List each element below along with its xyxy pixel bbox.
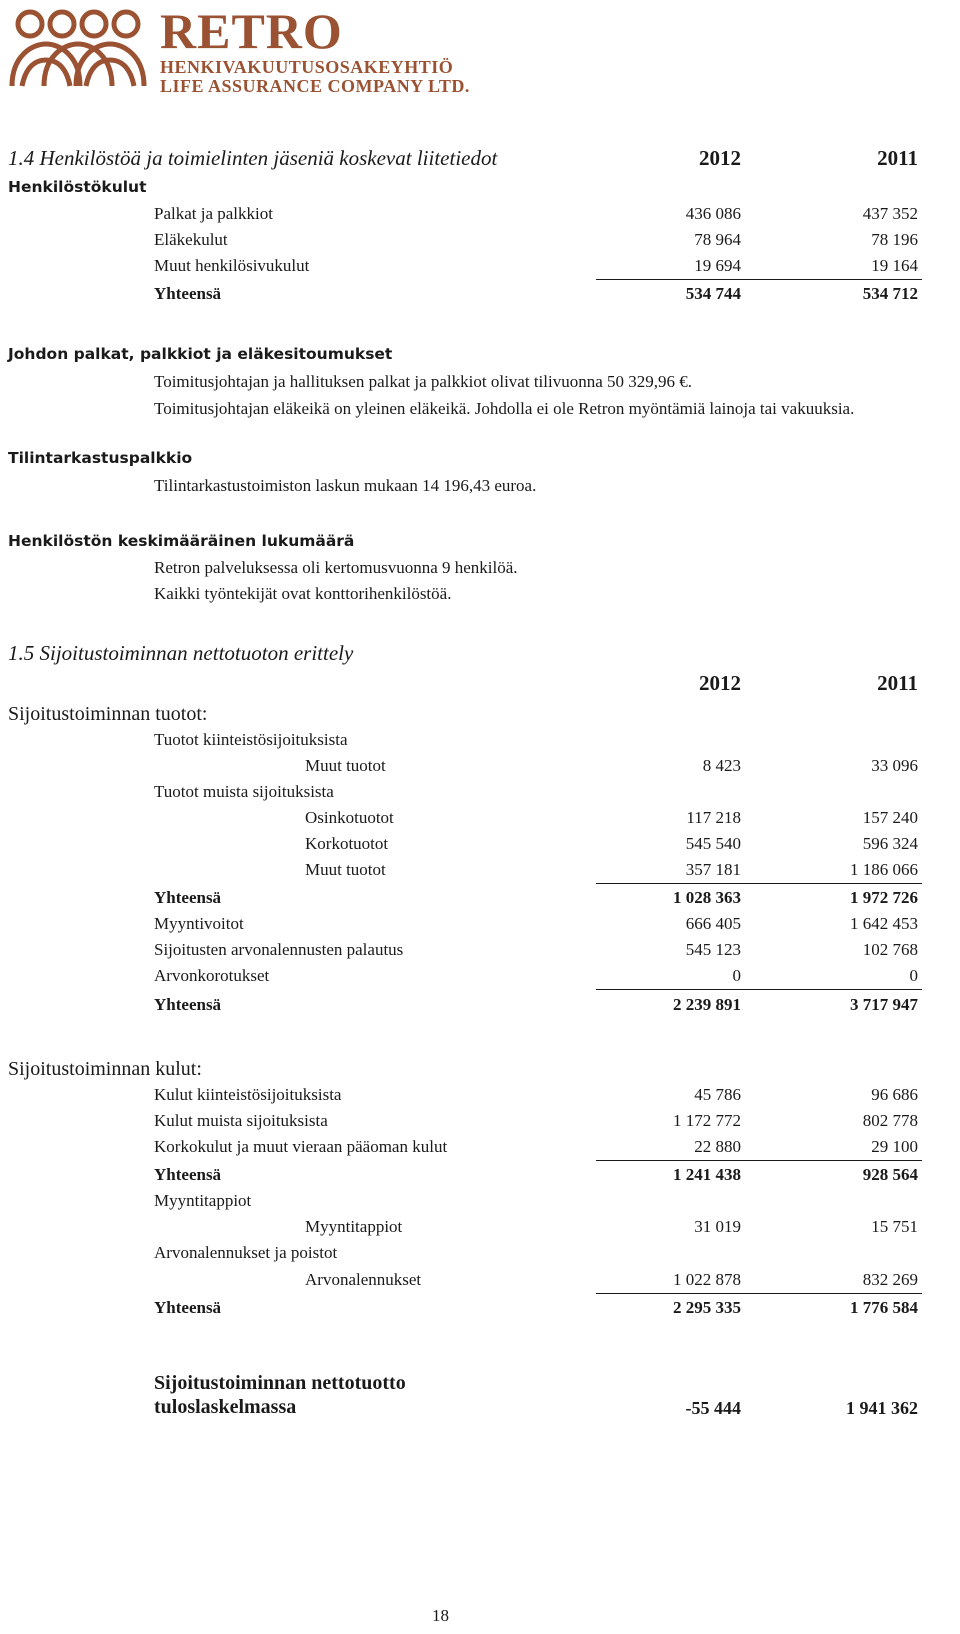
page-number: 18 <box>432 1606 449 1625</box>
table-cell-2011: 29 100 <box>871 1137 918 1156</box>
table-row-label: Arvonalennukset <box>305 1270 422 1289</box>
logo-subtitle-en: LIFE ASSURANCE COMPANY LTD. <box>160 76 470 96</box>
management-text-2: Toimitusjohtajan eläkeikä on yleinen eläkeikä. Johdolla ei ole Retron myöntämiä lainoja tai vakuuksia. <box>154 399 855 418</box>
investment-expenses-heading: Sijoitustoiminnan kulut: <box>8 1058 202 1080</box>
table-row-label: Korkokulut ja muut vieraan pääoman kulut <box>154 1137 448 1156</box>
table-cell-2012: 31 019 <box>694 1217 741 1236</box>
table-cell-2012: 666 405 <box>685 914 741 933</box>
table-cell-2011: 157 240 <box>862 808 918 827</box>
subtotal-2012: 1 028 363 <box>673 888 741 907</box>
table-row-label: Osinkotuotot <box>305 808 394 827</box>
subheading: Arvonalennukset ja poistot <box>154 1243 338 1262</box>
net-income-label-1: Sijoitustoiminnan nettotuotto <box>154 1372 406 1394</box>
subheading: Tuotot muista sijoituksista <box>154 782 334 801</box>
total-label: Yhteensä <box>154 995 222 1014</box>
table-cell-2011: 33 096 <box>871 756 918 775</box>
total-2011: 1 776 584 <box>850 1298 918 1317</box>
table-cell-2012: 1 022 878 <box>673 1270 741 1289</box>
table-row-label: Korkotuotot <box>305 834 389 853</box>
logo-figures-icon <box>6 4 154 96</box>
table-cell-2012: 357 181 <box>685 860 741 879</box>
table-row-label: Myyntivoitot <box>154 914 244 933</box>
management-heading: Johdon palkat, palkkiot ja eläkesitoumukset <box>8 345 393 363</box>
table-cell-2012: 545 540 <box>685 834 741 853</box>
table-row-label: Muut tuotot <box>305 860 386 879</box>
net-income-2012: -55 444 <box>685 1398 741 1418</box>
year-2011-header: 2011 <box>877 671 918 695</box>
subtotal-2011: 1 972 726 <box>850 888 918 907</box>
table-cell-2012: 22 880 <box>694 1137 741 1156</box>
subtotal-rule <box>596 1160 922 1161</box>
section-1-5-title: 1.5 Sijoitustoiminnan nettotuoton erittely <box>8 641 354 665</box>
personnel-costs-heading: Henkilöstökulut <box>8 178 147 196</box>
table-cell-2011: 0 <box>909 966 918 985</box>
table-cell-2012: 19 694 <box>694 256 741 275</box>
subtotal-2011: 928 564 <box>862 1165 918 1184</box>
total-2011: 534 712 <box>862 284 918 303</box>
management-text-1: Toimitusjohtajan ja hallituksen palkat ja palkkiot olivat tilivuonna 50 329,96 €. <box>154 372 693 391</box>
table-row-label: Arvonkorotukset <box>154 966 270 985</box>
total-2011: 3 717 947 <box>850 995 918 1014</box>
table-cell-2011: 802 778 <box>862 1111 918 1130</box>
subtotal-2012: 1 241 438 <box>673 1165 741 1184</box>
table-cell-2012: 436 086 <box>685 204 741 223</box>
table-cell-2012: 117 218 <box>686 808 741 827</box>
table-cell-2012: 545 123 <box>685 940 741 959</box>
staff-count-text-2: Kaikki työntekijät ovat konttorihenkilöstöä. <box>154 584 452 603</box>
year-2012-header: 2012 <box>699 146 741 170</box>
subtotal-label: Yhteensä <box>154 888 222 907</box>
table-row-label: Eläkekulut <box>154 230 228 249</box>
table-row-label: Myyntitappiot <box>305 1217 403 1236</box>
audit-fee-text: Tilintarkastustoimiston laskun mukaan 14 196,43 euroa. <box>154 476 537 495</box>
total-2012: 534 744 <box>685 284 741 303</box>
table-row-label: Kulut kiinteistösijoituksista <box>154 1085 342 1104</box>
subheading: Myyntitappiot <box>154 1191 252 1210</box>
staff-count-heading: Henkilöstön keskimääräinen lukumäärä <box>8 532 355 550</box>
net-income-2011: 1 941 362 <box>846 1398 918 1418</box>
table-cell-2011: 96 686 <box>871 1085 918 1104</box>
table-cell-2011: 1 186 066 <box>850 860 918 879</box>
table-row-label: Muut henkilösivukulut <box>154 256 310 275</box>
audit-fee-heading: Tilintarkastuspalkkio <box>8 449 193 467</box>
subtotal-rule <box>596 1293 922 1294</box>
table-cell-2011: 1 642 453 <box>850 914 918 933</box>
logo-subtitle-fi: HENKIVAKUUTUSOSAKEYHTIÖ <box>160 57 454 77</box>
total-label: Yhteensä <box>154 1298 222 1317</box>
subtotal-rule <box>596 883 922 884</box>
table-cell-2011: 832 269 <box>862 1270 918 1289</box>
staff-count-text-1: Retron palveluksessa oli kertomusvuonna 9 henkilöä. <box>154 558 518 577</box>
subtotal-rule <box>596 989 922 990</box>
table-row-label: Palkat ja palkkiot <box>154 204 273 223</box>
table-cell-2012: 78 964 <box>694 230 741 249</box>
table-row-label: Muut tuotot <box>305 756 386 775</box>
section-1-4-title: 1.4 Henkilöstöä ja toimielinten jäseniä koskevat liitetiedot <box>8 146 498 170</box>
table-cell-2011: 437 352 <box>862 204 918 223</box>
table-cell-2011: 19 164 <box>871 256 918 275</box>
table-cell-2012: 1 172 772 <box>673 1111 741 1130</box>
table-cell-2012: 0 <box>732 966 741 985</box>
table-cell-2011: 102 768 <box>862 940 918 959</box>
table-cell-2011: 596 324 <box>862 834 918 853</box>
subtotal-label: Yhteensä <box>154 1165 222 1184</box>
table-cell-2011: 15 751 <box>871 1217 918 1236</box>
table-row-label: Kulut muista sijoituksista <box>154 1111 328 1130</box>
year-2012-header: 2012 <box>699 671 741 695</box>
total-label: Yhteensä <box>154 284 222 303</box>
year-2011-header: 2011 <box>877 146 918 170</box>
table-cell-2011: 78 196 <box>871 230 918 249</box>
table-row-label: Sijoitusten arvonalennusten palautus <box>154 940 404 959</box>
logo-title: RETRO <box>160 3 343 59</box>
table-cell-2012: 8 423 <box>702 756 741 775</box>
subtotal-rule <box>596 279 922 280</box>
net-income-label-2: tuloslaskelmassa <box>154 1396 297 1418</box>
total-2012: 2 295 335 <box>673 1298 741 1317</box>
subheading: Tuotot kiinteistösijoituksista <box>154 730 348 749</box>
table-cell-2012: 45 786 <box>694 1085 741 1104</box>
total-2012: 2 239 891 <box>673 995 741 1014</box>
investment-income-heading: Sijoitustoiminnan tuotot: <box>8 703 208 725</box>
